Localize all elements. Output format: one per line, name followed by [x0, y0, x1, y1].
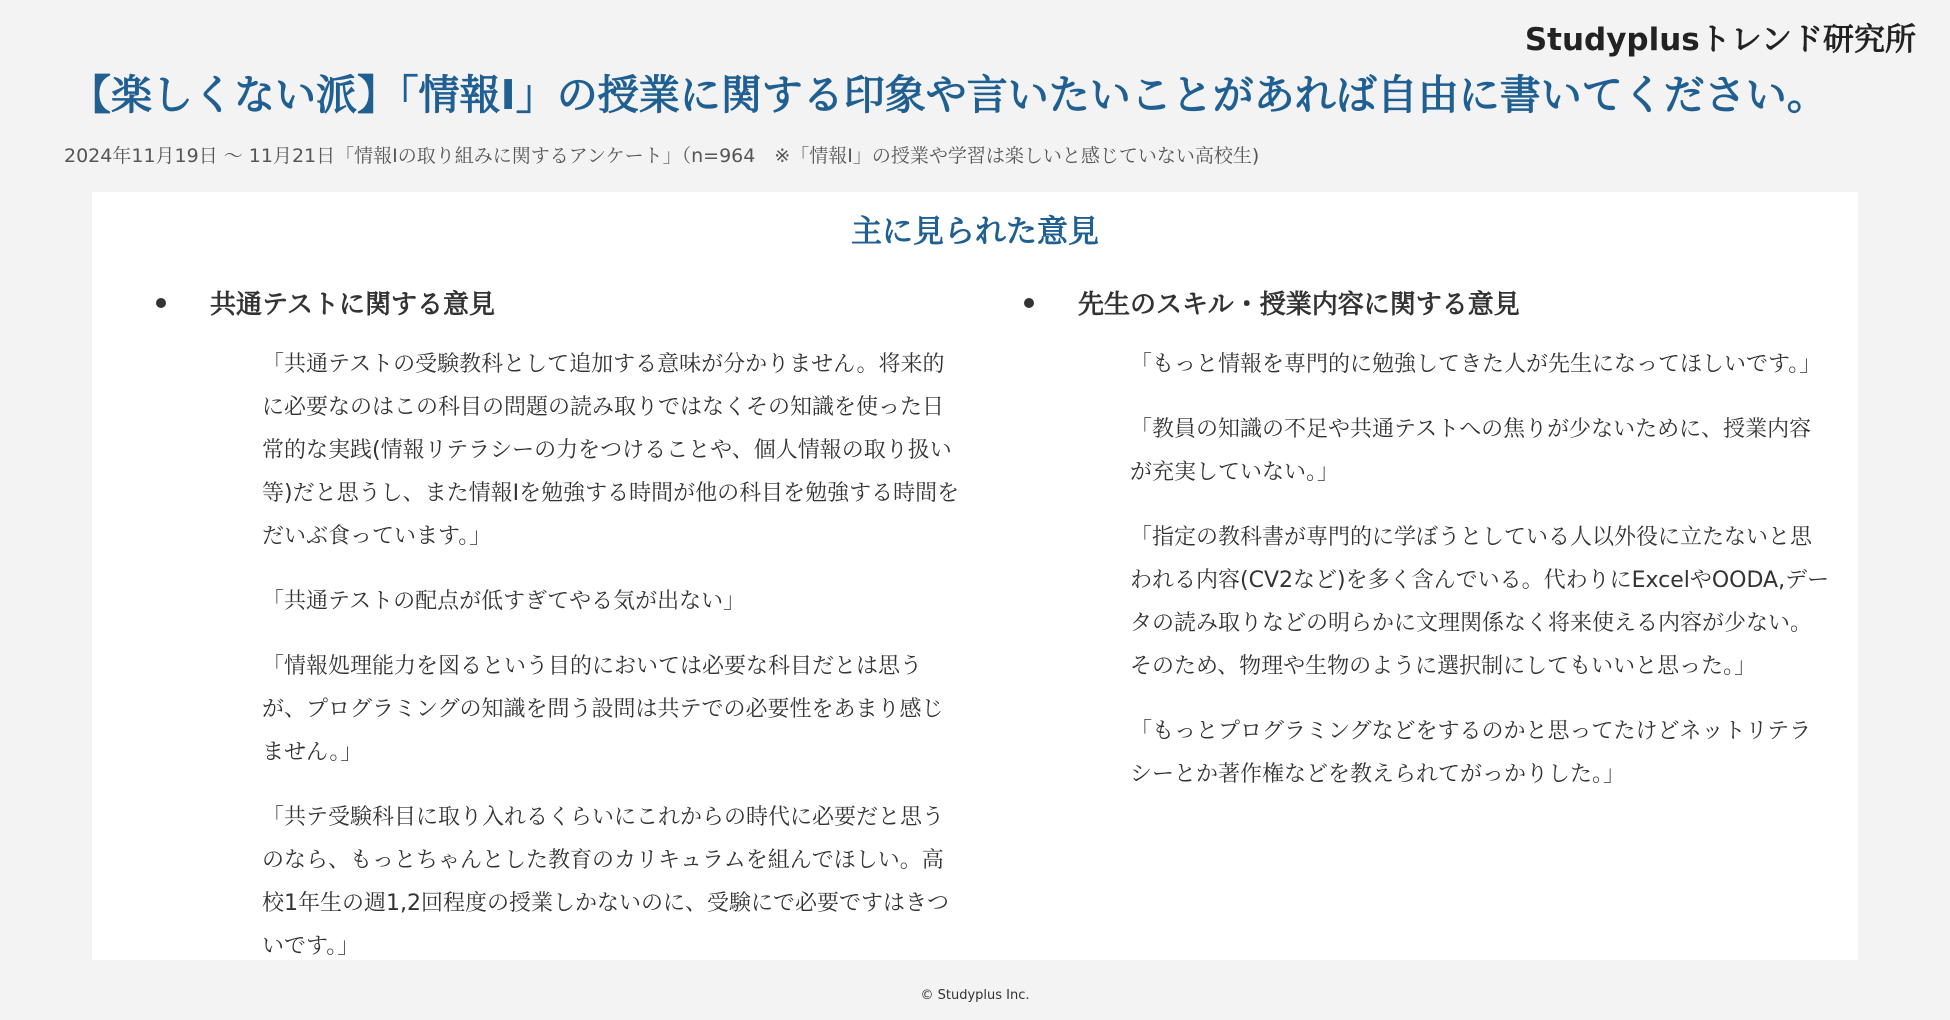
- opinion-quote: 「共テ受験科目に取り入れるくらいにこれからの時代に必要だと思うのなら、もっとちゃんとした教育のカリキュラムを組んでほしい。高校1年生の週1,2回程度の授業しかないのに、受験にで必要ですはきついです。」: [262, 805, 949, 959]
- opinion-heading-label: 共通テストに関する意見: [210, 290, 495, 320]
- opinion-quote: 「共通テストの受験教科として追加する意味が分かりません。将来的に必要なのはこの科目の問題の読み取りではなくその知識を使った日常的な実践(情報リテラシーの力をつけることや、個人情報の取り扱い等)だと思うし、また情報Iを勉強する時間が他の科目を勉強する時間をだいぶ食っています。」: [262, 352, 960, 549]
- survey-note: 2024年11月19日 〜 11月21日「情報Ⅰの取り組みに関するアンケート」（n=964 ※「情報Ⅰ」の授業や学習は楽しいと感じていない高校生): [64, 145, 1260, 167]
- opinion-quote: 「教員の知識の不足や共通テストへの焦りが少ないために、授業内容が充実していない。」: [1130, 417, 1812, 485]
- opinion-column-teacher-skill: [1022, 284, 1830, 811]
- opinion-quote: 「もっと情報を専門的に勉強してきた人が先生になってほしいです。」: [1130, 352, 1822, 377]
- opinion-heading: [154, 284, 954, 321]
- opinion-column-common-test: [154, 284, 960, 983]
- bullet-icon: [156, 298, 166, 308]
- bullet-icon: [1024, 298, 1034, 308]
- opinion-quote: 「共通テストの配点が低すぎてやる気が出ない」: [262, 589, 746, 614]
- brand-logo: Studyplusトレンド研究所: [1524, 22, 1916, 58]
- page-title: 【楽しくない派】「情報Ⅰ」の授業に関する印象や言いたいことがあれば自由に書いてください。: [70, 71, 1828, 119]
- opinion-heading: [1022, 284, 1802, 321]
- opinions-panel: [92, 192, 1858, 960]
- opinion-heading-label: 先生のスキル・授業内容に関する意見: [1078, 290, 1520, 320]
- opinion-quote: 「指定の教科書が専門的に学ぼうとしている人以外役に立たないと思われる内容(CV2など)を多く含んでいる。代わりにExcelやOODA,データの読み取りなどの明らかに文理関係なく将来使える内容が少ない。そのため、物理や生物のように選択制にしてもいいと思った。」: [1130, 525, 1830, 679]
- opinion-quote: 「もっとプログラミングなどをするのかと思ってたけどネットリテラシーとか著作権などを教えられてがっかりした。」: [1130, 719, 1812, 787]
- opinion-quote: 「情報処理能力を図るという目的においては必要な科目だとは思うが、プログラミングの知識を問う設問は共テでの必要性をあまり感じません。」: [262, 654, 944, 765]
- panel-title: 主に見られた意見: [851, 214, 1099, 250]
- copyright-footer: © Studyplus Inc.: [920, 988, 1030, 1003]
